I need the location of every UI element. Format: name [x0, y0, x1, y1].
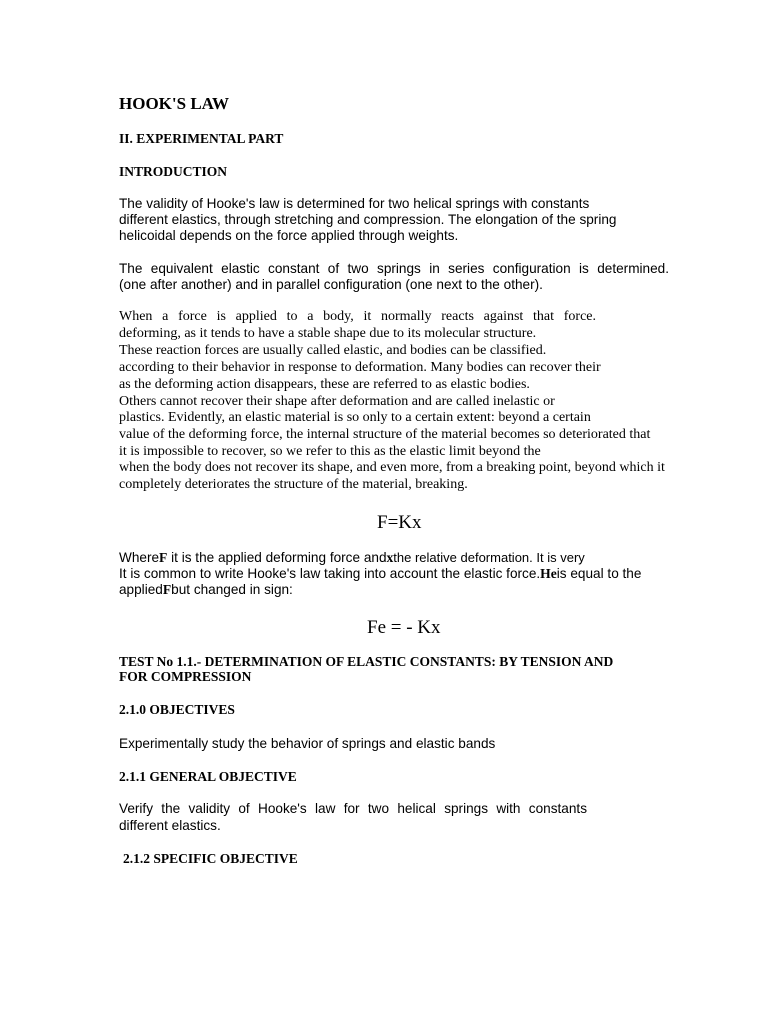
paragraph-line: completely deteriorates the structure of the material, breaking.	[119, 477, 468, 492]
paragraph-line: as the deforming action disappears, these are referred to as elastic bodies.	[119, 377, 530, 392]
objectives-heading: 2.1.0 OBJECTIVES	[119, 702, 235, 717]
variable-x: x	[386, 550, 394, 565]
paragraph-line: it is impossible to recover, so we refer to this as the elastic limit beyond the	[119, 444, 541, 459]
paragraph-line: plastics. Evidently, an elastic material is so only to a certain extent: beyond a certain	[119, 410, 591, 425]
paragraph-line: according to their behavior in response to deformation. Many bodies can recover their	[119, 360, 601, 375]
text-span: It is common to write Hooke's law taking into account the elastic force.	[119, 566, 541, 581]
variable-he: He	[540, 566, 557, 581]
text-span: but changed in sign:	[171, 582, 293, 597]
paragraph-line: The equivalent elastic constant of two springs in series configuration is determined.	[119, 261, 669, 276]
paragraph-line: deforming, as it tends to have a stable shape due to its molecular structure.	[119, 326, 537, 341]
paragraph-line: (one after another) and in parallel configuration (one next to the other).	[119, 277, 543, 292]
section-heading: II. EXPERIMENTAL PART	[119, 131, 284, 146]
variable-f: F	[159, 550, 168, 565]
where-line	[119, 550, 585, 566]
paragraph-line: The validity of Hooke's law is determined for two helical springs with constants	[119, 196, 590, 211]
text-span: the relative deformation. It is very	[393, 550, 585, 565]
objectives-text: Experimentally study the behavior of springs and elastic bands	[119, 736, 496, 751]
paragraph-line: value of the deforming force, the internal structure of the material becomes so deteriorated that	[119, 427, 651, 442]
text-span: it is the applied deforming force and	[167, 550, 387, 565]
paragraph-line: Others cannot recover their shape after deformation and are called inelastic or	[119, 394, 555, 409]
specific-objective-heading: 2.1.2 SPECIFIC OBJECTIVE	[123, 851, 298, 866]
test-heading-line: FOR COMPRESSION	[119, 669, 252, 684]
variable-f: F	[162, 582, 172, 597]
general-objective-heading: 2.1.1 GENERAL OBJECTIVE	[119, 769, 297, 784]
document-title: HOOK'S LAW	[119, 94, 230, 113]
general-objective-line: different elastics.	[119, 818, 221, 833]
paragraph-line: When a force is applied to a body, it normally reacts against that force.	[119, 309, 596, 324]
paragraph-line: different elastics, through stretching and compression. The elongation of the spring	[119, 212, 617, 227]
introduction-heading: INTRODUCTION	[119, 164, 228, 179]
text-span: is equal to the	[556, 566, 642, 581]
paragraph-line: helicoidal depends on the force applied through weights.	[119, 228, 459, 243]
paragraph-line: when the body does not recover its shape, and even more, from a breaking point, beyond which it	[119, 460, 665, 475]
formula-hooke: F=Kx	[377, 512, 422, 533]
applied-line	[119, 582, 293, 598]
general-objective-line: Verify the validity of Hooke's law for two helical springs with constants	[119, 801, 587, 816]
common-line	[119, 566, 641, 582]
text-span: applied	[119, 582, 163, 597]
paragraph-line: These reaction forces are usually called elastic, and bodies can be classified.	[119, 343, 547, 358]
text-span: Where	[119, 550, 160, 565]
formula-elastic-force: Fe = - Kx	[367, 617, 441, 638]
test-heading-line: TEST No 1.1.- DETERMINATION OF ELASTIC CONSTANTS: BY TENSION AND	[119, 654, 614, 669]
